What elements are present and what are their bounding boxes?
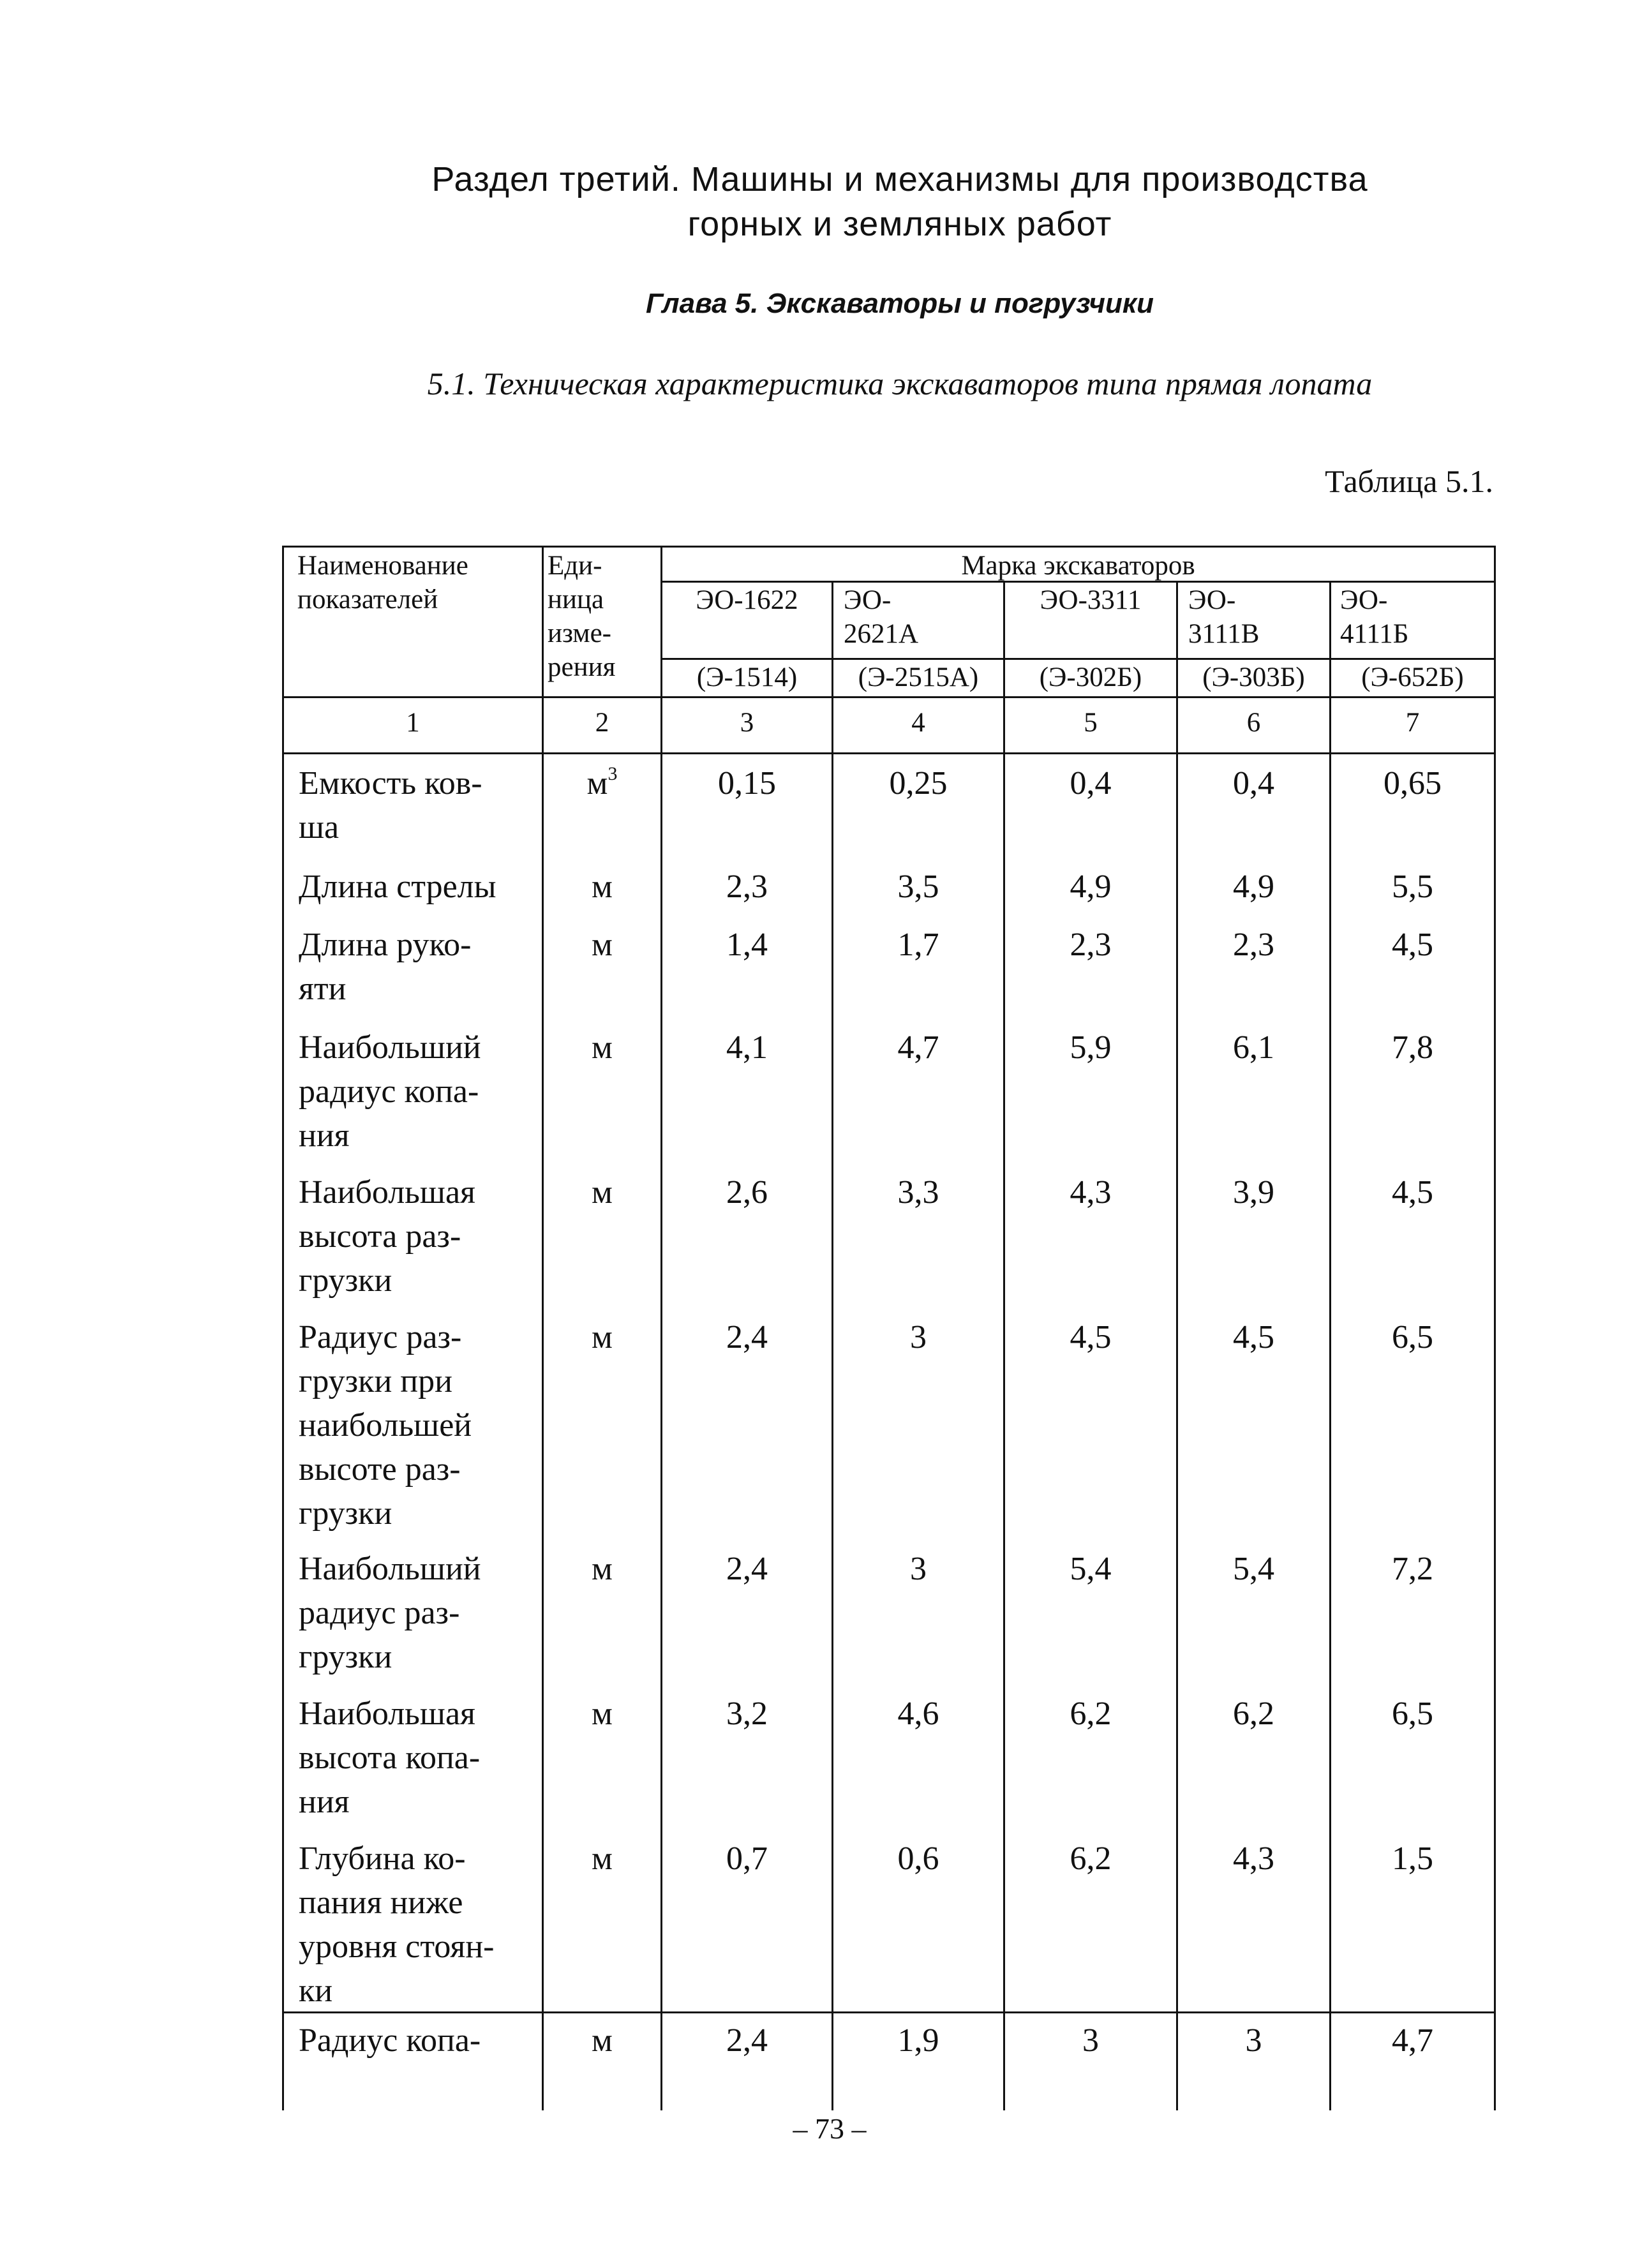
column-number: 3: [740, 708, 754, 738]
model-alt-name: (Э-303Б): [1202, 662, 1305, 692]
row-value: 1,9: [897, 2022, 939, 2059]
row-value: 0,4: [1070, 765, 1112, 802]
row-name: Наибольший радиус копа- ния: [299, 1029, 481, 1154]
row-value: 5,4: [1233, 1551, 1274, 1587]
row-value: 6,2: [1070, 1696, 1112, 1732]
row-value: 2,3: [726, 869, 768, 905]
model-name: ЭО- 3111В: [1188, 585, 1260, 649]
row-unit: м: [592, 1319, 613, 1355]
row-value: 5,4: [1070, 1551, 1112, 1587]
column-number: 4: [911, 708, 925, 738]
row-value: 4,7: [897, 1029, 939, 1066]
row-value: 2,3: [1233, 927, 1274, 963]
header-name-col: Наименование показателей: [297, 551, 468, 615]
model-name: ЭО- 4111Б: [1340, 585, 1409, 649]
row-name: Глубина ко- пания ниже уровня стоян- ки: [299, 1840, 495, 2009]
row-value: 3,5: [897, 869, 939, 905]
row-name: Длина стрелы: [299, 869, 496, 905]
column-number: 5: [1084, 708, 1098, 738]
row-value: 3: [1245, 2022, 1262, 2059]
row-value: 0,4: [1233, 765, 1274, 802]
row-value: 4,5: [1233, 1319, 1274, 1355]
table-caption: 5.1. Техническая характеристика экскаваторов типа прямая лопата: [427, 366, 1373, 401]
column-number: 2: [595, 708, 609, 738]
row-value: 3,2: [726, 1696, 768, 1732]
row-unit: м: [592, 1029, 613, 1066]
row-value: 4,5: [1392, 1174, 1433, 1211]
row-unit: м: [592, 1840, 613, 1877]
row-value: 4,9: [1070, 869, 1112, 905]
row-value: 4,5: [1392, 927, 1433, 963]
row-value: 7,2: [1392, 1551, 1433, 1587]
row-value: 4,6: [897, 1696, 939, 1732]
page-number: – 73 –: [793, 2112, 867, 2145]
row-unit: м: [592, 869, 613, 905]
row-name: Радиус раз- грузки при наибольшей высоте раз- грузки: [299, 1319, 472, 1532]
column-number: 7: [1405, 708, 1420, 738]
row-value: 2,4: [726, 1319, 768, 1355]
row-value: 4,1: [726, 1029, 768, 1066]
model-name: ЭО-1622: [696, 585, 798, 615]
row-value: 4,3: [1233, 1840, 1274, 1877]
row-value: 4,3: [1070, 1174, 1112, 1211]
row-unit: $м^3$: [586, 763, 618, 802]
model-name: ЭО-3311: [1040, 585, 1142, 615]
row-value: 1,4: [726, 927, 768, 963]
row-name: Емкость ков- ша: [299, 765, 482, 846]
row-value: 4,5: [1070, 1319, 1112, 1355]
row-unit: м: [592, 1551, 613, 1587]
row-name: Наибольшая высота копа- ния: [299, 1696, 481, 1820]
section-title: Раздел третий. Машины и механизмы для производства горных и земляных работ: [431, 160, 1368, 243]
row-value: 7,8: [1392, 1029, 1433, 1066]
row-name: Наибольшая высота раз- грузки: [299, 1174, 475, 1299]
row-name: Длина руко- яти: [299, 927, 472, 1007]
row-value: 3: [910, 1319, 927, 1355]
row-value: 6,2: [1070, 1840, 1112, 1877]
row-name: Наибольший радиус раз- грузки: [299, 1551, 481, 1675]
row-value: 2,4: [726, 2022, 768, 2059]
row-value: 2,6: [726, 1174, 768, 1211]
row-value: 0,65: [1384, 765, 1442, 802]
row-value: 3,3: [897, 1174, 939, 1211]
row-value: 3,9: [1233, 1174, 1274, 1211]
model-alt-name: (Э-2515А): [858, 662, 979, 692]
model-alt-name: (Э-302Б): [1039, 662, 1142, 692]
header-brand-group: Марка экскаваторов: [961, 551, 1195, 581]
row-unit: м: [592, 927, 613, 963]
model-alt-name: (Э-1514): [696, 662, 798, 692]
row-value: 5,9: [1070, 1029, 1112, 1066]
row-value: 0,15: [718, 765, 776, 802]
row-unit: м: [592, 1696, 613, 1732]
column-number: 6: [1246, 708, 1261, 738]
header-unit-col: Еди- ница изме- рения: [548, 551, 616, 682]
row-value: 0,7: [726, 1840, 768, 1877]
row-unit: м: [592, 1174, 613, 1211]
row-name: Радиус копа-: [299, 2022, 481, 2059]
row-value: 1,5: [1392, 1840, 1433, 1877]
column-number: 1: [406, 708, 420, 738]
row-value: 2,4: [726, 1551, 768, 1587]
table-number: Таблица 5.1.: [1325, 463, 1493, 499]
row-value: 6,5: [1392, 1319, 1433, 1355]
row-value: 3: [1082, 2022, 1099, 2059]
row-value: 6,1: [1233, 1029, 1274, 1066]
chapter-title: Глава 5. Экскаваторы и погрузчики: [645, 288, 1154, 319]
row-value: 1,7: [897, 927, 939, 963]
row-value: 0,25: [889, 765, 948, 802]
row-value: 4,9: [1233, 869, 1274, 905]
row-value: 2,3: [1070, 927, 1112, 963]
row-unit: м: [592, 2022, 613, 2059]
row-value: 5,5: [1392, 869, 1433, 905]
model-alt-name: (Э-652Б): [1361, 662, 1464, 692]
row-value: 3: [910, 1551, 927, 1587]
model-name: ЭО- 2621А: [844, 585, 919, 649]
row-value: 6,2: [1233, 1696, 1274, 1732]
row-value: 0,6: [897, 1840, 939, 1877]
row-value: 4,7: [1392, 2022, 1433, 2059]
row-value: 6,5: [1392, 1696, 1433, 1732]
